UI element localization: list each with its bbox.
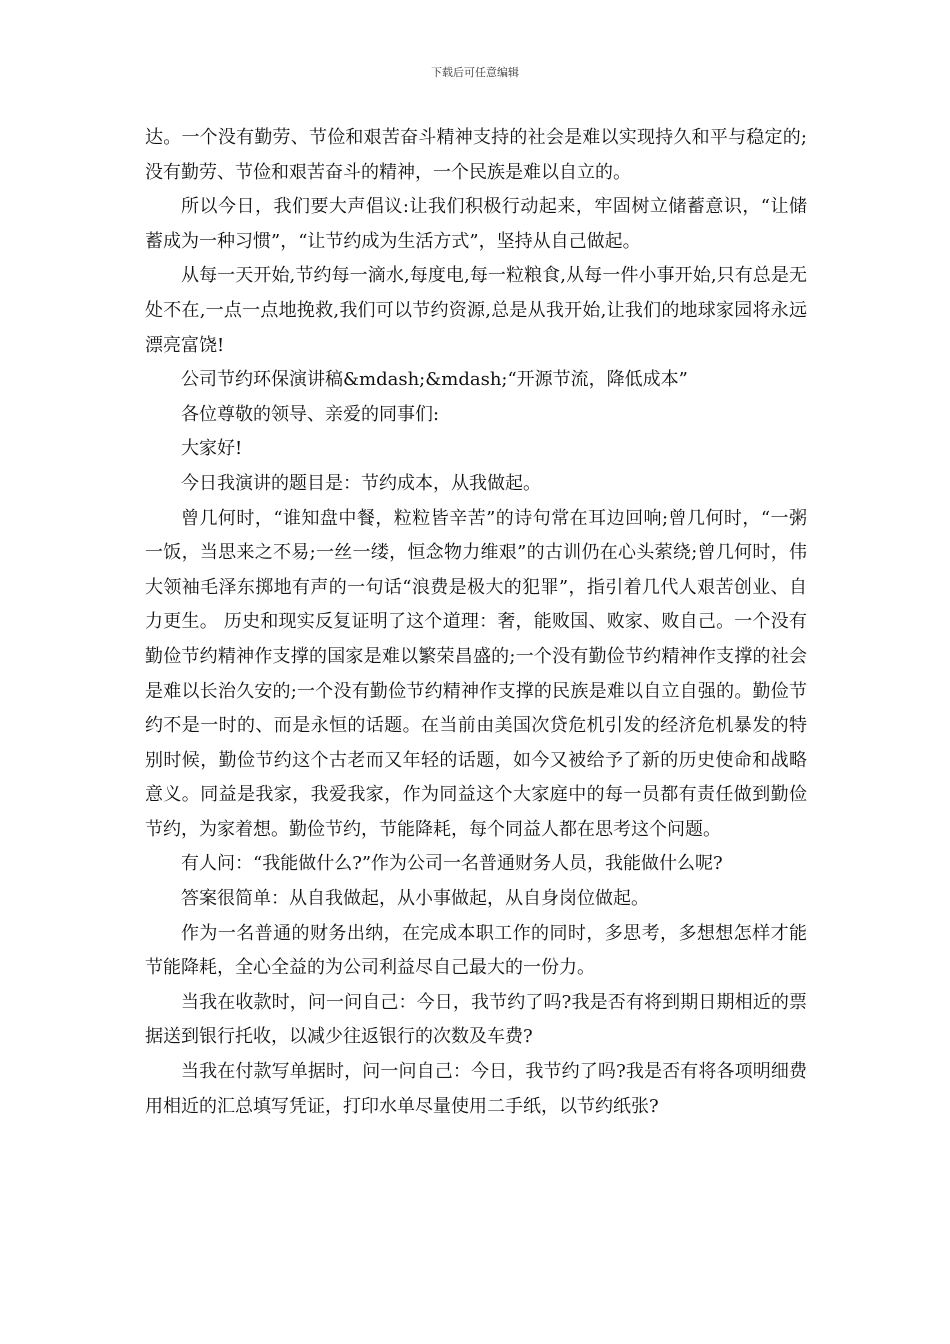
paragraph: 答案很简单：从自我做起，从小事做起，从自身岗位做起。 [181,888,649,910]
paragraph: 今日我演讲的题目是：节约成本，从我做起。 [181,472,541,494]
paragraph: 有人问：“我能做什么?”作为公司一名普通财务人员，我能做什么呢? [181,853,723,875]
speech-title: 公司节约环保演讲稿&mdash;&mdash;“开源节流，降低成本” [181,369,688,391]
page-header: 下载后可任意编辑 [431,66,519,79]
paragraph: 达。一个没有勤劳、节俭和艰苦奋斗精神支持的社会是难以实现持久和平与稳定的;没有勤劳、节俭和艰苦奋斗的精神，一个民族是难以自立的。 [145,127,807,183]
paragraph: 所以今日，我们要大声倡议:让我们积极行动起来，牢固树立储蓄意识，“让储蓄成为一种习惯”，“让节约成为生活方式”，坚持从自己做起。 [145,196,807,252]
greeting: 大家好! [181,438,243,460]
paragraph: 从每一天开始,节约每一滴水,每度电,每一粒粮食,从每一件小事开始,只有总是无处不在,一点一点地挽救,我们可以节约资源,总是从我开始,让我们的地球家园将永远漂亮富饶! [145,265,807,356]
salutation: 各位尊敬的领导、亲爱的同事们: [181,403,440,425]
paragraph: 当我在收款时，问一问自己：今日，我节约了吗?我是否有将到期日期相近的票据送到银行托收，以减少往返银行的次数及车费? [145,991,807,1048]
paragraph: 曾几何时，“谁知盘中餐，粒粒皆辛苦”的诗句常在耳边回响;曾几何时，“一粥一饭，当思来之不易;一丝一缕，恒念物力维艰”的古训仍在心头萦绕;曾几何时，伟大领袖毛泽东掷地有声的一句话“浪费是极大的犯罪”，指引着几代人艰苦创业、自力更生。 历史和现实反复证明了这个道理：奢，能败国、败家、败自己。一个没有勤俭节约精神作支撑的国家是难以繁荣昌盛的;一个没有勤俭节约精神作支撑的社会是难以长治久安的;一个没有勤俭节约精神作支撑的民族是难以自立自强的。勤俭节约不是一时的、而是永恒的话题。在当前由美国次贷危机引发的经济危机暴发的特别时候，勤俭节约这个古老而又年轻的话题，如今又被给予了新的历史使命和战略意义。同益是我家，我爱我家，作为同益这个大家庭中的每一员都有责任做到勤俭节约，为家着想。勤俭节约，节能降耗，每个同益人都在思考这个问题。 [145,507,807,840]
paragraph: 作为一名普通的财务出纳，在完成本职工作的同时，多思考，多想想怎样才能节能降耗，全心全益的为公司利益尽自己最大的一份力。 [145,922,807,979]
document-body [145,121,807,1124]
paragraph: 当我在付款写单据时，问一问自己：今日，我节约了吗?我是否有将各项明细费用相近的汇总填写凭证，打印水单尽量使用二手纸，以节约纸张? [145,1061,807,1117]
